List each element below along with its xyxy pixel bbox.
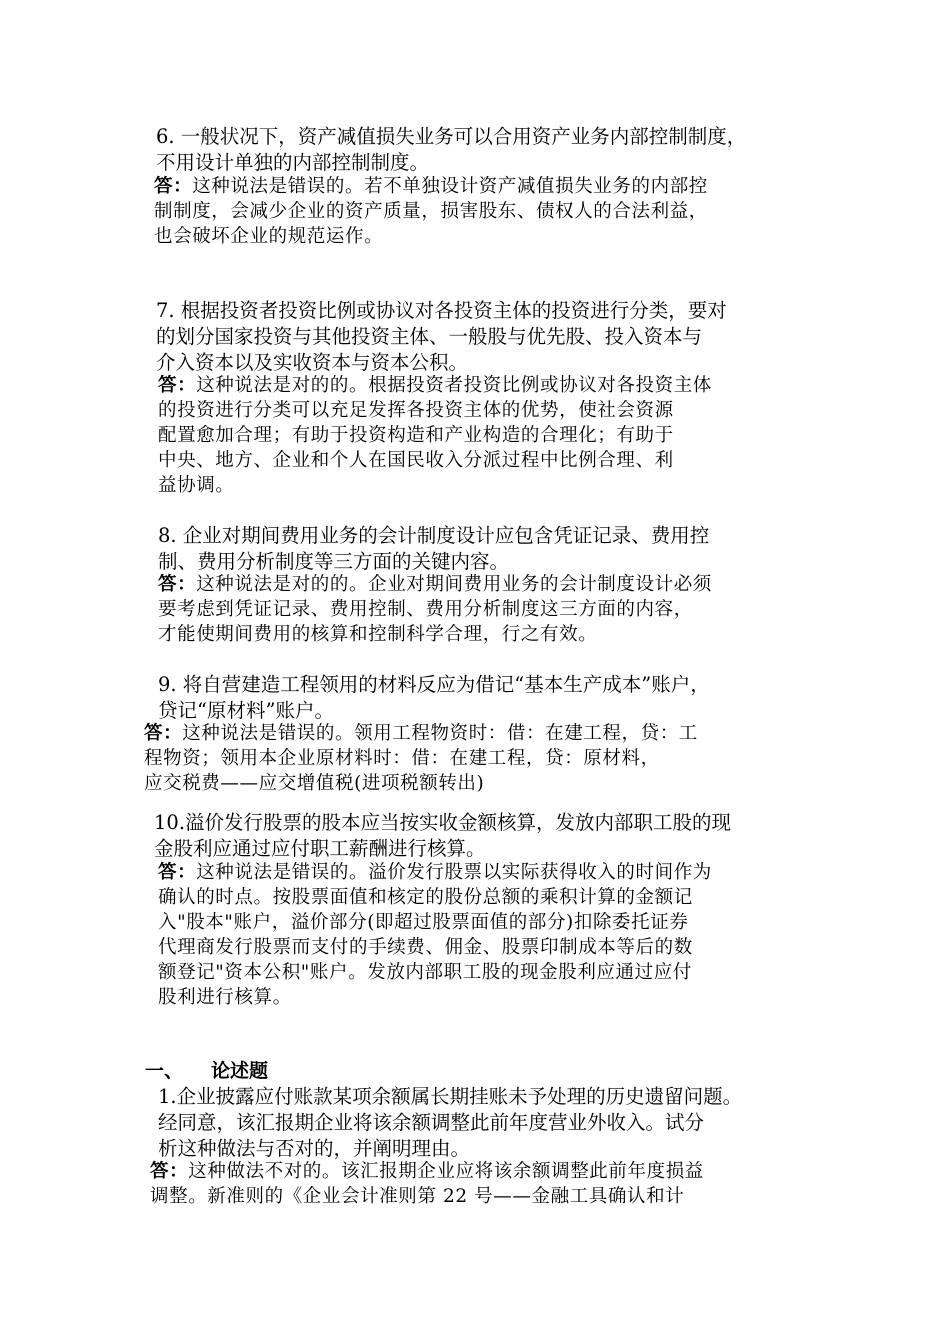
section-heading — [145, 1058, 268, 1084]
answer-text: 这种说法是错误的。溢价发行股票以实际获得收入的时间作为 确认的时点。按股票面值和核定的股份总额的乘积计算的金额记 入"股本"账户，溢价部分(即超过股票面值的部分)扣除委托证券 代理商发行股票而支付的手续费、佣金、股票印制成本等后的数 额登记"资本公积"账户。发放内部职工股的现金股利应通过应付 股利进行核算。 — [158, 862, 712, 1008]
essay-question-1: 1.企业披露应付账款某项余额属长期挂账未予处理的历史遗留问题。 经同意，该汇报期企业将该余额调整此前年度营业外收入。试分 析这种做法与否对的，并阐明理由。 — [158, 1085, 743, 1160]
question-8: 8. 企业对期间费用业务的会计制度设计应包含凭证记录、费用控 制、费用分析制度等三方面的关键内容。 — [158, 524, 710, 573]
answer-9 — [144, 721, 698, 796]
answer-label: 答： — [150, 1161, 189, 1182]
answer-10 — [158, 860, 712, 1010]
answer-label: 答： — [158, 375, 197, 396]
answer-label: 答： — [158, 574, 197, 595]
answer-text: 这种说法是错误的。领用工程物资时：借：在建工程，贷：工 程物资；领用本企业原材料时：借：在建工程，贷：原材料， 应交税费——应交增值税(进项税额转出) — [144, 723, 698, 794]
answer-label: 答： — [154, 176, 193, 197]
question-9: 9. 将自营建造工程领用的材料反应为借记“基本生产成本”账户， 贷记“原材料”账户。 — [158, 673, 710, 722]
answer-6 — [154, 174, 708, 249]
question-6: 6. 一般状况下，资产减值损失业务可以合用资产业务内部控制制度， 不用设计单独的内部控制制度。 — [156, 125, 747, 174]
answer-label: 答： — [158, 862, 197, 883]
question-10: 10.溢价发行股票的股本应当按实收金额核算，发放内部职工股的现 金股利应通过应付职工薪酬进行核算。 — [154, 811, 732, 860]
answer-label: 答： — [144, 723, 183, 744]
answer-7 — [158, 373, 712, 498]
section-number: 一、 — [145, 1060, 184, 1082]
answer-8 — [158, 572, 712, 647]
answer-text: 这种说法是对的的。企业对期间费用业务的会计制度设计必须 要考虑到凭证记录、费用控制、费用分析制度这三方面的内容， 才能使期间费用的核算和控制科学合理，行之有效。 — [158, 574, 712, 645]
answer-text: 这种做法不对的。该汇报期企业应将该余额调整此前年度损益 调整。新准则的《企业会计准则第 22 号——金融工具确认和计 — [150, 1161, 704, 1207]
essay-answer-1 — [150, 1159, 704, 1209]
answer-text: 这种说法是对的的。根据投资者投资比例或协议对各投资主体 的投资进行分类可以充足发挥各投资主体的优势，使社会资源 配置愈加合理；有助于投资构造和产业构造的合理化；有助于 中央、地方、企业和个人在国民收入分派过程中比例合理、利 益协调。 — [158, 375, 712, 496]
answer-text: 这种说法是错误的。若不单独设计资产减值损失业务的内部控 制制度，会减少企业的资产质量，损害股东、债权人的合法利益， 也会破坏企业的规范运作。 — [154, 176, 708, 247]
section-title: 论述题 — [211, 1060, 269, 1082]
question-7: 7. 根据投资者投资比例或协议对各投资主体的投资进行分类，要对 的划分国家投资与其他投资主体、一般股与优先股、投入资本与 介入资本以及实收资本与资本公积。 — [156, 299, 727, 374]
